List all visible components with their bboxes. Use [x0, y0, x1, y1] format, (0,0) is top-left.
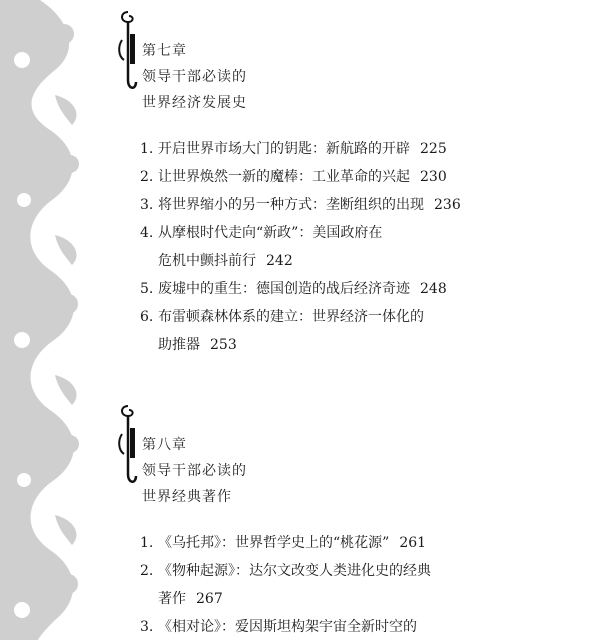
toc-entry[interactable]	[140, 194, 461, 214]
chapter-8-title-line-2: 世界经典著作	[142, 489, 232, 505]
toc-entry-number: 3.	[140, 197, 154, 213]
toc-entry[interactable]	[140, 560, 431, 580]
toc-entry[interactable]	[140, 532, 426, 552]
toc-entry-title: 布雷顿森林体系的建立：世界经济一体化的	[158, 309, 424, 325]
toc-entry[interactable]	[140, 222, 382, 242]
toc-entry-page: 230	[420, 169, 447, 185]
toc-entry-title: 开启世界市场大门的钥匙：新航路的开辟	[158, 141, 410, 157]
toc-entry[interactable]	[140, 138, 447, 158]
toc-entry-title: 废墟中的重生：德国创造的战后经济奇迹	[158, 281, 410, 297]
toc-entry-title: 《物种起源》：达尔文改变人类进化史的经典	[158, 563, 431, 579]
toc-entry-number: 4.	[140, 225, 154, 241]
toc-entry[interactable]	[140, 616, 417, 636]
toc-entry-number: 2.	[140, 169, 154, 185]
toc-entry-page: 248	[420, 281, 447, 297]
toc-entry-page: 261	[399, 535, 427, 551]
toc-entry-title: 《相对论》：爱因斯坦构架宇宙全新时空的	[158, 619, 417, 635]
chapter-8-title-line-1: 领导干部必读的	[142, 463, 247, 479]
toc-entry-number: 6.	[140, 309, 154, 325]
toc-entry-title: 将世界缩小的另一种方式：垄断组织的出现	[158, 197, 424, 213]
toc-entry-title: 让世界焕然一新的魔棒：工业革命的兴起	[158, 169, 410, 185]
toc-entry-number: 2.	[140, 563, 154, 579]
toc-entry-page: 236	[434, 197, 461, 213]
toc-entry-page: 253	[210, 337, 237, 353]
toc-entry-number: 1.	[140, 535, 154, 551]
toc-entry-title-cont: 助推器	[158, 337, 200, 353]
toc-entry[interactable]	[140, 306, 424, 326]
toc-entry-title-cont: 著作	[158, 591, 186, 607]
toc-entry-continuation[interactable]	[158, 334, 237, 354]
toc-entry-continuation[interactable]	[158, 588, 223, 608]
chapter-ornament-icon	[116, 10, 140, 94]
toc-entry-page: 267	[196, 591, 223, 607]
toc-entry-number: 1.	[140, 141, 154, 157]
decorative-border	[0, 0, 92, 640]
toc-entry[interactable]	[140, 278, 447, 298]
chapter-8-number: 第八章	[142, 437, 187, 453]
chapter-7-number: 第七章	[142, 43, 187, 59]
toc-entry-number: 3.	[140, 619, 154, 635]
toc-entry-title: 《乌托邦》：世界哲学史上的“桃花源”	[158, 535, 390, 551]
toc-entry-title: 从摩根时代走向“新政”：美国政府在	[158, 225, 383, 241]
chapter-ornament-icon	[116, 404, 140, 488]
toc-entry-page: 225	[420, 141, 447, 157]
toc-entry[interactable]	[140, 166, 447, 186]
toc-entry-number: 5.	[140, 281, 154, 297]
toc-entry-continuation[interactable]	[158, 250, 293, 270]
chapter-7-title-line-2: 世界经济发展史	[142, 95, 247, 111]
toc-entry-title-cont: 危机中颤抖前行	[158, 253, 256, 269]
chapter-7-title-line-1: 领导干部必读的	[142, 69, 247, 85]
toc-entry-page: 242	[266, 253, 293, 269]
